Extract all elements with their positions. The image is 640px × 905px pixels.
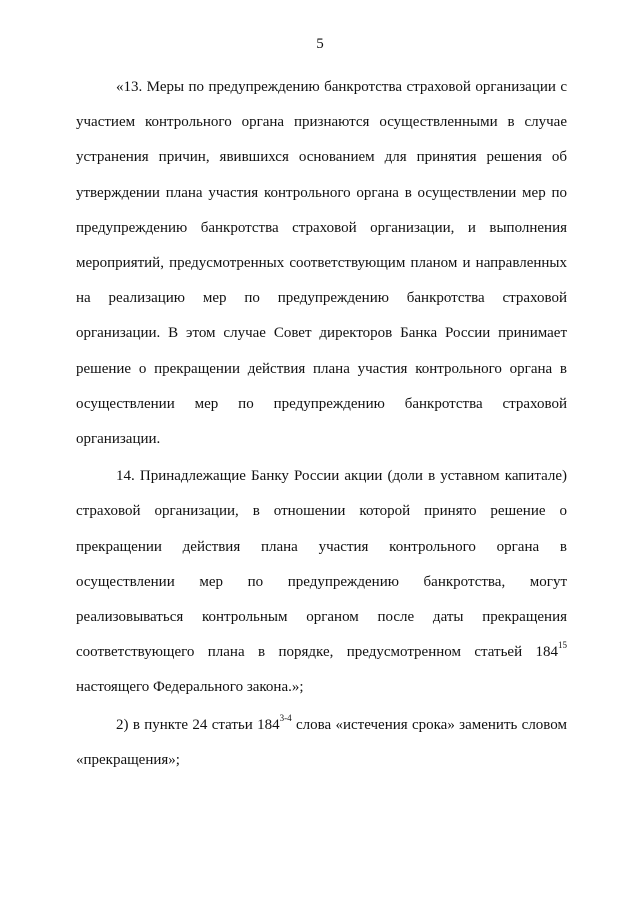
text-line: настоящего Федерального закона.»; [76,679,304,696]
text-line: участием контрольного органа признаются осуществленными в случае [76,114,567,131]
superscript: 15 [558,640,567,651]
text-line: осуществлении мер по предупреждению банкротства страховой [76,395,567,412]
text-line: решение о прекращении действия плана участия контрольного органа в [76,360,567,377]
text-line-with-superscript [76,635,567,670]
text-line-with-superscript [76,708,567,743]
text-line: на реализацию мер по предупреждению банкротства страховой [76,290,567,307]
text-line: организации. В этом случае Совет директоров Банка России принимает [76,325,567,342]
line-text: слова «истечения срока» заменить словом [291,716,567,733]
paragraph-2 [76,708,567,778]
text-line: реализовываться контрольным органом после даты прекращения [76,609,567,626]
text-line: устранения причин, явившихся основанием для принятия решения об [76,149,567,166]
document-body [76,70,567,778]
line-text: соответствующего плана в порядке, предусмотренном статьей 184 [76,644,558,661]
text-line: осуществлении мер по предупреждению банкротства, могут [76,573,567,590]
text-line: страховой организации, в отношении которой принято решение о [76,503,567,520]
text-line: «прекращения»; [76,751,180,768]
paragraph-14 [76,459,567,705]
text-line: мероприятий, предусмотренных соответствующим планом и направленных [76,255,567,272]
text-line: «13. Меры по предупреждению банкротства страховой организации с [116,79,567,95]
text-line: предупреждению банкротства страховой организации, и выполнения [76,219,567,236]
page-number: 5 [316,36,324,52]
paragraph-13 [76,70,567,457]
superscript: 3-4 [279,712,292,723]
text-line: прекращении действия плана участия контрольного органа в [76,538,567,555]
text-line: утверждении плана участия контрольного органа в осуществлении мер по [76,184,567,201]
line-text: 2) в пункте 24 статьи 184 [116,716,280,733]
text-line: 14. Принадлежащие Банку России акции (доли в уставном капитале) [116,468,567,485]
text-line: организации. [76,431,161,448]
